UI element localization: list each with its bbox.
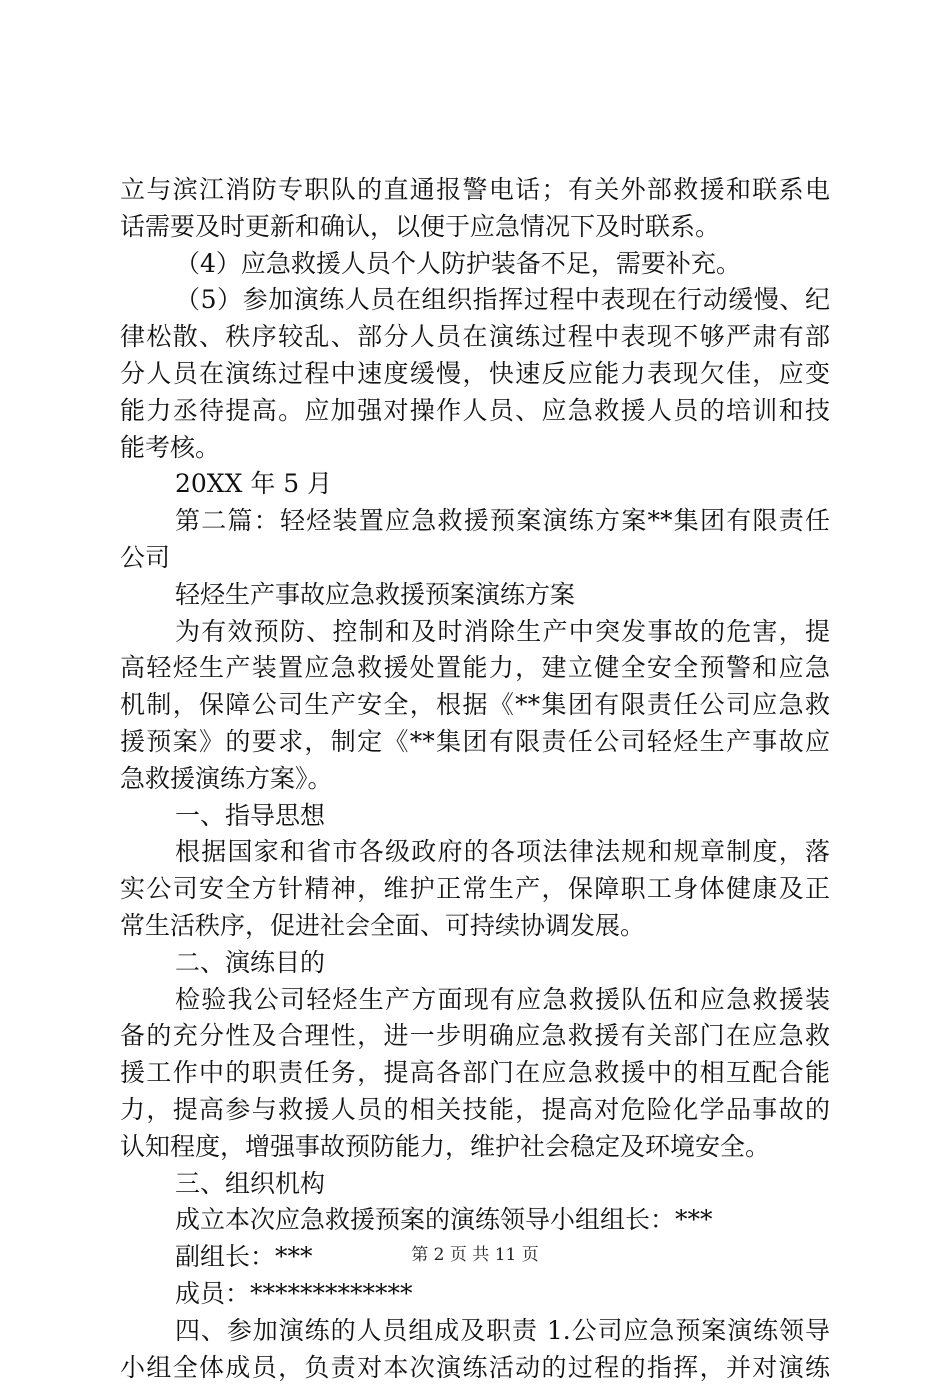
text-line: 小组全体成员，负责对本次演练活动的过程的指挥，并对演练 bbox=[120, 1350, 830, 1386]
text-line: 实公司安全方针精神，维护正常生产，保障职工身体健康及正 bbox=[120, 871, 830, 908]
text-line: 能力丞待提高。应加强对操作人员、应急救援人员的培训和技 bbox=[120, 393, 830, 430]
text-line: 话需要及时更新和确认，以便于应急情况下及时联系。 bbox=[120, 209, 830, 246]
text-line: 检验我公司轻烃生产方面现有应急救援队伍和应急救援装 bbox=[120, 982, 830, 1019]
text-line: 二、演练目的 bbox=[120, 945, 830, 982]
text-line: 一、指导思想 bbox=[120, 798, 830, 835]
text-line: 律松散、秩序较乱、部分人员在演练过程中表现不够严肃有部 bbox=[120, 319, 830, 356]
text-line: 立与滨江消防专职队的直通报警电话；有关外部救援和联系电 bbox=[120, 172, 830, 209]
text-line: （5）参加演练人员在组织指挥过程中表现在行动缓慢、纪 bbox=[120, 282, 830, 319]
text-line: 援工作中的职责任务，提高各部门在应急救援中的相互配合能 bbox=[120, 1055, 830, 1092]
text-line: 为有效预防、控制和及时消除生产中突发事故的危害，提 bbox=[120, 614, 830, 651]
text-line: 能考核。 bbox=[120, 430, 830, 467]
text-line: 副组长：*** bbox=[120, 1239, 830, 1276]
text-line: 急救援演练方案》。 bbox=[120, 761, 830, 798]
text-line: 援预案》的要求，制定《**集团有限责任公司轻烃生产事故应 bbox=[120, 724, 830, 761]
text-line: 常生活秩序，促进社会全面、可持续协调发展。 bbox=[120, 908, 830, 945]
text-line: 分人员在演练过程中速度缓慢，快速反应能力表现欠佳，应变 bbox=[120, 356, 830, 393]
text-line: 力，提高参与救援人员的相关技能，提高对危险化学品事故的 bbox=[120, 1092, 830, 1129]
text-line: 认知程度，增强事故预防能力，维护社会稳定及环境安全。 bbox=[120, 1129, 830, 1166]
document-body bbox=[120, 172, 830, 1386]
text-line: 四、参加演练的人员组成及职责 1.公司应急预案演练领导 bbox=[120, 1313, 830, 1350]
text-line: 成立本次应急救援预案的演练领导小组组长：*** bbox=[120, 1202, 830, 1239]
text-line: 高轻烃生产装置应急救援处置能力，建立健全安全预警和应急 bbox=[120, 650, 830, 687]
text-line: 三、组织机构 bbox=[120, 1166, 830, 1203]
page-footer: 第 2 页 共 11 页 bbox=[0, 1240, 950, 1265]
text-line: 20XX 年 5 月 bbox=[120, 466, 830, 503]
text-line: 成员：************* bbox=[120, 1276, 830, 1313]
text-line: 轻烃生产事故应急救援预案演练方案 bbox=[120, 577, 830, 614]
text-line: 公司 bbox=[120, 540, 830, 577]
text-line: 机制，保障公司生产安全，根据《**集团有限责任公司应急救 bbox=[120, 687, 830, 724]
text-line: 备的充分性及合理性，进一步明确应急救援有关部门在应急救 bbox=[120, 1018, 830, 1055]
text-line: 第二篇：轻烃装置应急救援预案演练方案**集团有限责任 bbox=[120, 503, 830, 540]
text-line: 根据国家和省市各级政府的各项法律法规和规章制度，落 bbox=[120, 834, 830, 871]
text-line: （4）应急救援人员个人防护装备不足，需要补充。 bbox=[120, 246, 830, 283]
